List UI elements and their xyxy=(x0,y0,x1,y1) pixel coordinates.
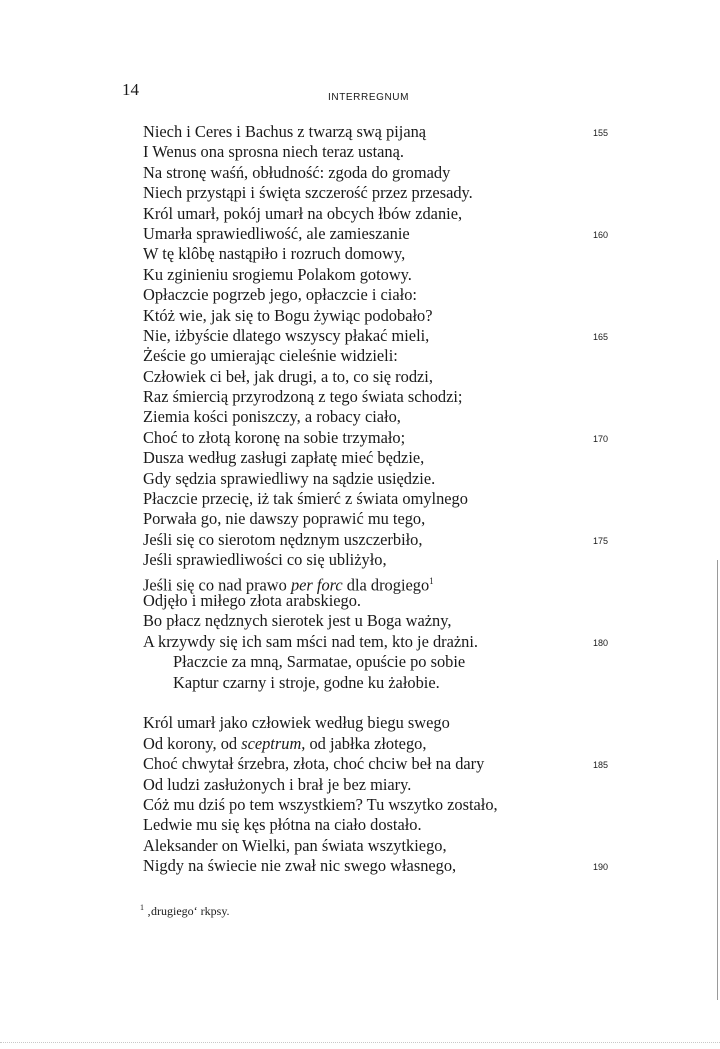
line-number: 185 xyxy=(593,760,609,771)
verse-italic: sceptrum, xyxy=(241,733,306,753)
verse-text: od jabłka złotego, xyxy=(305,733,427,753)
verse-text: Niech przystąpi i święta szczerość przez przesady. xyxy=(143,183,473,203)
verse-text: Choć chwytał śrzebra, złota, choć chciw beł na dary xyxy=(143,754,485,774)
verse-text: Któż wie, jak się to Bogu żywiąc podobało? xyxy=(143,305,433,325)
verse-text: Aleksander on Wielki, pan świata wszytkiego, xyxy=(143,835,447,855)
stanza-2 xyxy=(143,713,609,876)
verse-text: Raz śmiercią przyrodzoną z tego świata schodzi; xyxy=(143,387,463,407)
verse-line xyxy=(143,469,583,489)
verse-line xyxy=(143,550,583,570)
verse-line xyxy=(143,122,609,142)
verse-text: Ziemia kości poniszczy, a robacy ciało, xyxy=(143,407,401,427)
verse-text: Człowiek ci beł, jak drugi, a to, co się rodzi, xyxy=(143,366,433,386)
verse-text: Cóż mu dziś po tem wszystkiem? Tu wszytko zostało, xyxy=(143,794,498,814)
verse-line xyxy=(143,183,583,203)
verse-line xyxy=(143,427,609,448)
verse-line xyxy=(143,734,583,754)
verse-line xyxy=(143,836,583,856)
verse-line xyxy=(143,448,583,468)
verse-line xyxy=(143,529,609,550)
verse-line xyxy=(143,795,583,815)
verse-text: Nie, iżbyście dlatego wszyscy płakać mieli, xyxy=(143,325,430,345)
page-number: 14 xyxy=(122,80,139,99)
verse-line xyxy=(143,754,609,774)
verse-line xyxy=(143,346,583,366)
verse-line xyxy=(143,204,583,224)
footnote-ref: 1 xyxy=(429,575,434,586)
verse-line xyxy=(143,285,583,305)
verse-text: Nigdy na świecie nie zwał nic swego własnego, xyxy=(143,856,457,876)
line-number: 155 xyxy=(593,128,609,138)
verse-line xyxy=(143,244,583,264)
verse-line xyxy=(143,387,583,407)
verse-text: W tę klôbę nastąpiło i rozruch domowy, xyxy=(143,244,406,264)
verse-line xyxy=(143,631,609,652)
line-number: 180 xyxy=(593,637,609,648)
verse-line xyxy=(143,163,583,183)
verse-text: Płaczcie za mną, Sarmatae, opuście po sobie xyxy=(173,652,466,672)
poem xyxy=(143,122,609,876)
verse-text: Ledwie mu się kęs płótna na ciało dostało. xyxy=(143,815,422,835)
verse-text: Gdy sędzia sprawiedliwy na sądzie usiędzie. xyxy=(143,468,436,488)
running-head: INTERREGNUM xyxy=(328,92,410,103)
verse-text: Jeśli sprawiedliwości co się ubliżyło, xyxy=(143,550,387,570)
verse-line xyxy=(143,815,583,835)
verse-text: Na stronę waśń, obłudność: zgoda do gromady xyxy=(143,162,451,182)
verse-text: Od korony, od xyxy=(143,733,242,753)
verse-text: Niech i Ceres i Bachus z twarzą swą pijaną xyxy=(143,122,427,141)
verse-text: dla drogiego xyxy=(342,575,430,595)
verse-line xyxy=(143,489,583,509)
verse-line xyxy=(143,571,583,595)
verse-line xyxy=(143,265,583,285)
verse-line xyxy=(143,673,583,693)
verse-line xyxy=(143,713,583,733)
verse-italic: per forc xyxy=(290,575,343,595)
footnote-text: ‚drugiego‘ rkpsy. xyxy=(144,904,230,918)
page-edge-line xyxy=(717,560,718,1000)
verse-text: Umarła sprawiedliwość, ale zamieszanie xyxy=(143,223,410,243)
verse-text: Jeśli się co nad prawo xyxy=(143,575,291,595)
verse-line xyxy=(143,775,583,795)
verse-text: Płaczcie przecię, iż tak śmierć z świata omylnego xyxy=(143,489,468,509)
footnote xyxy=(140,903,230,919)
line-number: 165 xyxy=(593,331,609,342)
footnote-marker: 1 xyxy=(140,903,144,912)
verse-line xyxy=(143,591,583,611)
verse-text: Opłaczcie pogrzeb jego, opłaczcie i ciało: xyxy=(143,285,417,305)
verse-line xyxy=(143,142,583,162)
verse-text: Od ludzi zasłużonych i brał je bez miary. xyxy=(143,774,412,794)
verse-text: Porwała go, nie dawszy poprawić mu tego, xyxy=(143,509,426,529)
verse-text: Choć to złotą koronę na sobie trzymało; xyxy=(143,427,406,447)
verse-text: Dusza według zasługi zapłatę mieć będzie, xyxy=(143,448,425,468)
stanza-1 xyxy=(143,122,609,693)
verse-text: Ku zginieniu srogiemu Polakom gotowy. xyxy=(143,264,412,284)
verse-text: Bo płacz nędznych sierotek jest u Boga ważny, xyxy=(143,611,452,631)
verse-line xyxy=(143,856,609,876)
verse-line xyxy=(143,367,583,387)
verse-text: A krzywdy się ich sam mści nad tem, kto je drażni. xyxy=(143,631,479,651)
verse-text: Jeśli się co sierotom nędznym uszczerbiło, xyxy=(143,529,423,549)
verse-line xyxy=(143,223,609,244)
verse-line xyxy=(143,407,583,427)
line-number: 190 xyxy=(593,862,609,873)
scan-noise xyxy=(0,1041,720,1043)
line-number: 175 xyxy=(593,535,609,546)
verse-text: Kaptur czarny i stroje, godne ku żałobie. xyxy=(173,672,440,692)
verse-text: Król umarł, pokój umarł na obcych łbów zdanie, xyxy=(143,203,463,223)
verse-line xyxy=(143,652,583,672)
verse-line xyxy=(143,325,609,346)
line-number: 170 xyxy=(593,433,609,444)
verse-line xyxy=(143,509,583,529)
verse-text: Żeście go umierając cieleśnie widzieli: xyxy=(143,346,398,366)
verse-text: I Wenus ona sprosna niech teraz ustaną. xyxy=(143,142,404,162)
verse-text: Król umarł jako człowiek według biegu swego xyxy=(143,713,450,733)
verse-line xyxy=(143,306,583,326)
line-number: 160 xyxy=(593,229,609,240)
verse-line xyxy=(143,611,583,631)
verse-text: Odjęło i miłego złota arabskiego. xyxy=(143,590,362,610)
